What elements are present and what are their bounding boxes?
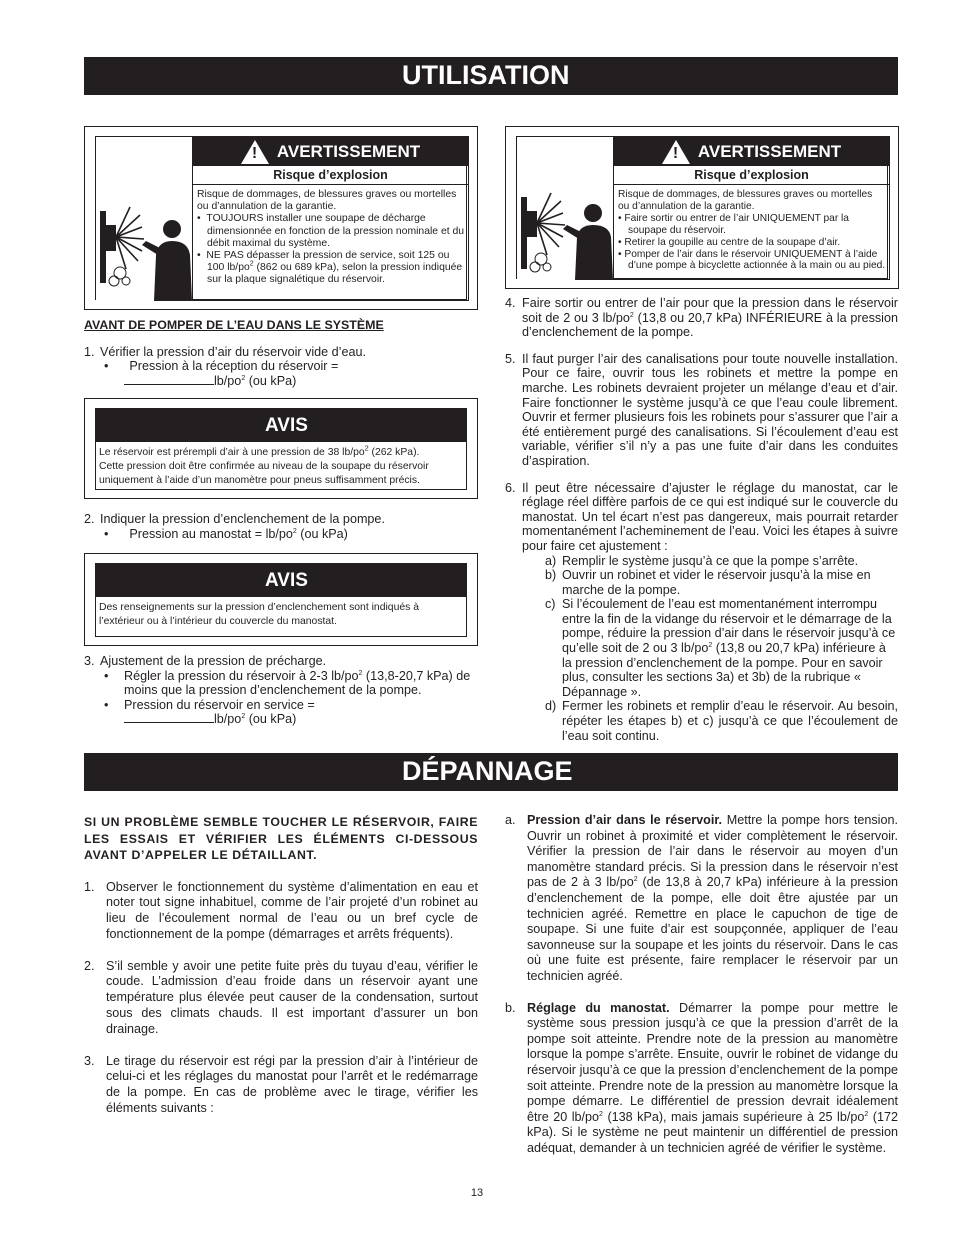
warning-intro: Risque de dommages, de blessures graves ou mortelles ou d’annulation de la garantie. [197,189,457,213]
warning-header [614,137,889,166]
dep-item-1 [84,880,478,943]
dep-item-3 [84,1054,478,1117]
warning-bullet: • Faire sortir ou entrer de l’air UNIQUEMENT par la soupape du réservoir. [618,212,849,236]
step-1 [84,345,478,389]
avis-inner [95,563,467,637]
step-number: 3. [84,654,95,668]
depannage-banner [84,753,898,791]
blank-field[interactable] [124,374,214,385]
warning-panel-left [192,136,469,301]
step-text: Faire sortir ou entrer de l’air pour que la pression dans le réservoir soit de 2 ou 3 $lb/po^2$ (13,8 ou 20,7 kPa) INFÉRIEURE à la pression d’enclenchement de la pompe. [522,296,898,340]
item-number: 1. [84,879,95,894]
warning-body [614,185,889,275]
dep-item-a: a. Pression d’air dans le réservoir. Mettre la pompe hors tension. Ouvrir un robinet à proximité et vider complètement le réservoir. Vérifier la pression de l’air dans le réservoir au moyen d’un manomètre standard précis. Si la pression dans le réservoir n’est pas de 2 à 3 $lb/po^2$ (de 13,8 à 20,7 kPa) inférieure à la pression d’enclenchement de la pompe, elle doit être ajustée par un technicien agréé. Remettre en place le capuchon de tige de soupape. Si une fuite d’air est soupçonnée, appliquer de l’eau savonneuse sur la soupape et les joints du réservoir. Dans le cas où une fuite est présente, faire remplacer le réservoir par un technicien agréé. [505,813,898,983]
dep-intro: SI UN PROBLÈME SEMBLE TOUCHER LE RÉSERVOIR, FAIRE LES ESSAIS ET VÉRIFIER LES ÉLÉMENTS CI-DESSOUS AVANT D’APPELER LE DÉTAILLANT. [84,815,478,862]
util-right-column [505,296,898,743]
warning-inner-left [95,136,467,300]
step-text: Il faut purger l’air des canalisations pour toute nouvelle installation. Pour ce faire, ouvrir tous les robinets et mettre la pompe en marche. Les robinets devraient projeter un mélange d’eau et d’air. Faire fonctionner le système jusqu’à ce que l’eau coule librement. Ouvrir et fermer plusieurs fois les robinets pour s’assurer que l’air a été entièrement purgé des canalisations. Si l’écoulement d’eau est variable, vérifier s’il n’y a pas une fuite d’air dans les conduites d’aspiration. [522,351,898,468]
step-text: Ajustement de la pression de précharge. [100,654,327,668]
step-4 [505,296,898,340]
avis-line: Cette pression doit être confirmée au niveau de la soupape du réservoir uniquement à l’aide d’un manomètre pour pneus suffisamment précis. [99,460,429,486]
util-left-step2 [84,512,478,541]
item-text: S’il semble y avoir une petite fuite près du tuyau d’eau, vérifier le coude. L’admission d’eau froide dans un réservoir ayant une température plus élevée peut causer de la condensation, surtout sous des climats chauds. Il est important d’assurer un bon drainage. [106,958,478,1036]
step-number: 6. [505,480,516,495]
blank-field[interactable] [124,712,214,723]
warning-box-right [505,126,899,289]
dep-left-column [84,814,478,1117]
item-label: b. [505,1000,516,1015]
step-number: 4. [505,296,516,310]
step-5 [505,352,898,469]
avant-title: AVANT DE POMPER DE L’EAU DANS LE SYSTÈME [84,318,384,332]
warning-heading: AVERTISSEMENT [697,142,842,161]
blank-field-line: $lb/po^2$ (ou kPa) [84,374,478,389]
explosion-hazard-icon [517,137,613,280]
warning-body [193,185,468,290]
warning-inner-right [516,136,888,279]
step-bullet: • Pression à la réception du réservoir = [104,359,339,374]
step-bullet: • Pression au manostat = $lb/po^2$ (ou kPa) [104,526,348,541]
warning-bullet: • Retirer la goupille au centre de la soupape d’air. [618,236,841,248]
avis-heading: AVIS [96,409,466,442]
util-left-column [84,318,478,388]
warning-triangle-icon: ! [662,140,690,164]
warning-heading: AVERTISSEMENT [276,142,421,161]
warning-bullet: • NE PAS dépasser la pression de service, soit 125 ou 100 $lb/po^2$ (862 ou 689 kPa), selon la pression indiquée sur la plaque signalétique du réservoir. [197,250,463,286]
warning-bullet: • TOUJOURS installer une soupape de décharge dimensionnée en fonction de la pression nominale et du débit maximal du système. [197,213,465,249]
warning-panel-right [613,136,890,280]
blank-field-line: $lb/po^2$ (ou kPa) [84,712,478,727]
avis-box-1 [84,398,478,499]
step-text: Indiquer la pression d’enclenchement de la pompe. [100,512,385,526]
warning-intro: Risque de dommages, de blessures graves ou mortelles ou d’annulation de la garantie. [618,189,873,212]
warning-header [193,137,468,166]
dep-item-2 [84,959,478,1038]
step-text: Il peut être nécessaire d’ajuster le réglage du manostat, car le réglage réel diffère parfois de ce qui est indiqué sur le couvercle du manostat. Un tel écart n’est pas dangereux, mais pourrait retarder momentanément l’acheminement de l’eau. Voici les étapes à suivre pour faire cet ajustement : [522,480,898,553]
step-6 [505,481,898,744]
step-number: 2. [84,512,95,526]
step-bullet: • Régler la pression du réservoir à 2-3 $lb/po^2$ (13,8-20,7 kPa) de moins que la pression d’enclenchement de la pompe. [104,668,471,698]
avis-inner [95,408,467,490]
step-number: 5. [505,351,516,366]
dep-item-b: b. Réglage du manostat. Démarrer la pompe pour mettre le système sous pression jusqu’à ce que la pression d’arrêt de la pompe soit atteinte. Prendre note de la pression au manomètre lorsque la pompe s’arrête. Ensuite, ouvrir le robinet de vidange du réservoir jusqu’à ce que la pression d’enclenchement de la pompe soit atteinte. Prendre note de la pression au manomètre lorsque la pompe démarre. Le différentiel de pression devrait idéalement être 20 $lb/po^2$ (138 kPa), mais jamais supérieure à 25 $lb/po^2$ (172 kPa). Si le système ne peut maintenir un différentiel de pression adéquat, demander à un technicien agréé de vérifier le système. [505,1000,899,1155]
item-title: Pression d’air dans le réservoir. [527,813,723,827]
warning-bullet: • Pomper de l’air dans le réservoir UNIQUEMENT à l’aide d’une pompe à bicyclette actionnée à la main ou au pied. [618,248,886,272]
avis-body: Des renseignements sur la pression d’enclenchement sont indiqués à l’extérieur ou à l’intérieur du couvercle du manostat. [99,602,419,627]
item-title: Réglage du manostat. [527,1000,670,1015]
warning-subtitle: Risque d’explosion [193,166,468,185]
warning-box-left [84,126,478,310]
util-left-step3 [84,654,478,727]
avis-heading: AVIS [96,564,466,597]
dep-right-column [505,813,898,1156]
utilisation-banner [84,57,898,95]
substep-d: d) Fermer les robinets et remplir d’eau le réservoir. Au besoin, répéter les étapes b) et c) jusqu’à ce que l’écoulement de l’eau soit continu. [545,699,898,743]
substep-a: a) Remplir le système jusqu’à ce que la pompe s’arrête. [545,553,859,568]
avis-line: Le réservoir est prérempli d’air à une pression de 38 $lb/po^2$ (262 kPa). [99,445,420,458]
step-2 [84,512,478,541]
substep-c: c) Si l’écoulement de l’eau est momentanément interrompu entre la fin de la vidange du réservoir et le démarrage de la pompe, réduire la pression d’air dans le réservoir jusqu’à ce qu’elle soit de 2 ou 3 $lb/po^2$ (13,8 ou 20,7 kPa) inférieure à la pression d’enclenchement de la pompe. Pour en savoir plus, consulter les sections 3a) et 3b) de la rubrique « Dépannage ». [545,597,896,699]
substep-b: b) Ouvrir un robinet et vider le réservoir jusqu’à la mise en marche de la pompe. [545,568,871,597]
page-number: 13 [470,1187,484,1199]
section-title: UTILISATION [402,60,570,90]
avis-box-2 [84,553,478,646]
step-bullet: • Pression du réservoir en service = [104,697,315,712]
item-label: a. [505,813,516,827]
item-text: Le tirage du réservoir est régi par la pression d’air à l’intérieur de celui-ci et les réglages du manostat pour l’arrêt et le redémarrage de la pompe. En cas de problème avec le tirage, vérifier les éléments suivants : [106,1053,478,1116]
warning-subtitle: Risque d’explosion [614,166,889,185]
warning-triangle-icon: ! [241,140,269,164]
explosion-hazard-icon [96,137,192,301]
section-title: DÉPANNAGE [402,756,573,786]
step-3 [84,654,478,727]
item-number: 3. [84,1053,95,1068]
item-text: Observer le fonctionnement du système d’alimentation en eau et noter tout signe inhabituel, comme de l’air projeté d’un robinet au lieu de l’écoulement normal de l’eau ou un bref cycle de fonctionnement de la pompe (démarrages et arrêts fréquents). [106,879,478,941]
avis-body [96,442,466,487]
item-number: 2. [84,958,95,973]
step-text: Vérifier la pression d’air du réservoir vide d’eau. [100,344,366,359]
step-number: 1. [84,344,95,359]
